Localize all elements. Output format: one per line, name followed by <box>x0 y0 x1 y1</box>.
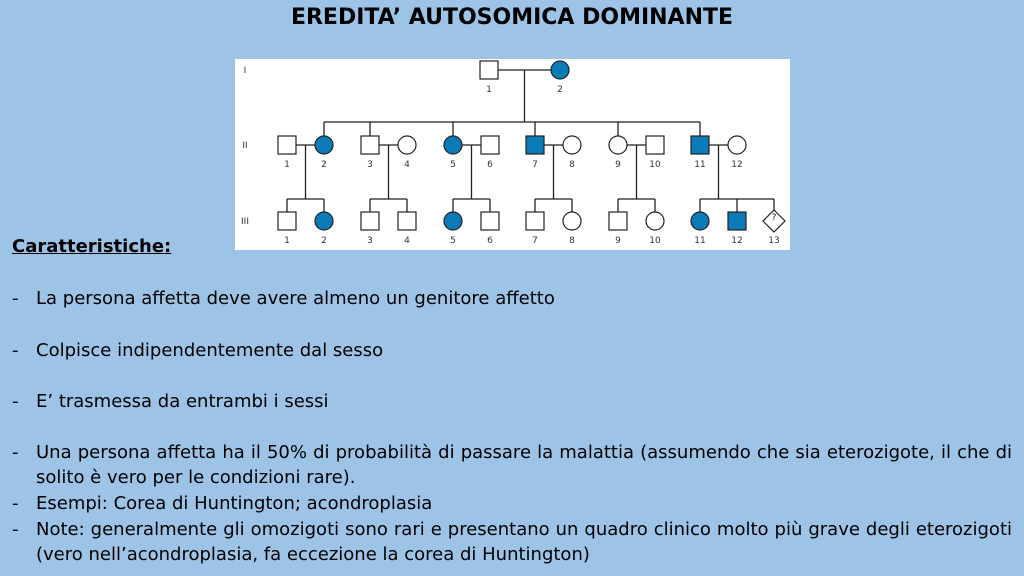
individual-number: 7 <box>532 236 538 246</box>
bullet-item <box>12 389 1012 414</box>
bullet-text: Colpisce indipendentemente dal sesso <box>36 340 384 361</box>
individual-number: 9 <box>615 236 621 246</box>
generation-label: III <box>241 217 249 227</box>
bullet-item <box>12 491 1012 516</box>
bullet-text: Una persona affetta ha il 50% di probabilità di passare la malattia (assumendo che sia eterozigote, il che di solito è vero per le condizioni rare). <box>36 442 1012 488</box>
affected-male-symbol <box>728 212 746 230</box>
pedigree-svg <box>235 59 790 250</box>
affected-female-symbol <box>444 136 462 154</box>
female-symbol <box>563 136 581 154</box>
individual-number: 10 <box>649 160 661 170</box>
affected-female-symbol <box>691 212 709 230</box>
male-symbol <box>278 136 296 154</box>
individual-number: 1 <box>486 85 492 95</box>
female-symbol <box>398 136 416 154</box>
bullet-text: E’ trasmessa da entrambi i sessi <box>36 391 329 412</box>
page-title: EREDITA’ AUTOSOMICA DOMINANTE <box>290 5 734 30</box>
bullet-text: Note: generalmente gli omozigoti sono rari e presentano un quadro clinico molto più grave degli eterozigoti (vero nell’acondroplasia, fa eccezione la corea di Huntington) <box>36 519 1012 565</box>
male-symbol <box>646 136 664 154</box>
question-mark: ? <box>771 213 777 223</box>
female-symbol <box>646 212 664 230</box>
bullet-dash: - <box>12 340 19 361</box>
individual-number: 5 <box>450 236 456 246</box>
individual-number: 1 <box>284 160 290 170</box>
individual-number: 2 <box>321 160 327 170</box>
individual-number: 5 <box>450 160 456 170</box>
affected-male-symbol <box>691 136 709 154</box>
generation-label: I <box>243 66 247 76</box>
individual-number: 4 <box>404 160 410 170</box>
female-symbol <box>609 136 627 154</box>
affected-male-symbol <box>526 136 544 154</box>
bullet-text: La persona affetta deve avere almeno un genitore affetto <box>36 288 555 309</box>
male-symbol <box>609 212 627 230</box>
individual-number: 6 <box>487 160 493 170</box>
bullet-item <box>12 286 1012 311</box>
pedigree-chart <box>235 59 790 250</box>
female-symbol <box>728 136 746 154</box>
individual-number: 2 <box>557 85 563 95</box>
individual-number: 13 <box>768 236 780 246</box>
male-symbol <box>361 136 379 154</box>
bullet-item <box>12 517 1012 567</box>
affected-female-symbol <box>551 61 569 79</box>
male-symbol <box>481 212 499 230</box>
individual-number: 6 <box>487 236 493 246</box>
male-symbol <box>481 136 499 154</box>
individual-number: 8 <box>569 160 575 170</box>
individual-number: 12 <box>731 160 743 170</box>
bullet-dash: - <box>12 391 19 412</box>
section-heading: Caratteristiche: <box>12 236 172 257</box>
female-symbol <box>563 212 581 230</box>
male-symbol <box>526 212 544 230</box>
bullet-item <box>12 338 1012 363</box>
bullet-dash: - <box>12 493 19 514</box>
individual-number: 11 <box>694 236 706 246</box>
individual-number: 2 <box>321 236 327 246</box>
individual-number: 12 <box>731 236 743 246</box>
bullet-dash: - <box>12 288 19 309</box>
affected-female-symbol <box>315 212 333 230</box>
bullet-dash: - <box>12 442 19 463</box>
individual-number: 4 <box>404 236 410 246</box>
male-symbol <box>398 212 416 230</box>
affected-female-symbol <box>315 136 333 154</box>
individual-number: 8 <box>569 236 575 246</box>
male-symbol <box>480 61 498 79</box>
male-symbol <box>361 212 379 230</box>
bullet-dash: - <box>12 519 19 540</box>
individual-number: 9 <box>615 160 621 170</box>
male-symbol <box>278 212 296 230</box>
individual-number: 3 <box>367 160 373 170</box>
affected-female-symbol <box>444 212 462 230</box>
individual-number: 11 <box>694 160 706 170</box>
individual-number: 3 <box>367 236 373 246</box>
generation-label: II <box>242 141 248 151</box>
bullet-item <box>12 440 1012 490</box>
bullet-text: Esempi: Corea di Huntington; acondroplasia <box>36 493 433 514</box>
individual-number: 1 <box>284 236 290 246</box>
individual-number: 10 <box>649 236 661 246</box>
individual-number: 7 <box>532 160 538 170</box>
